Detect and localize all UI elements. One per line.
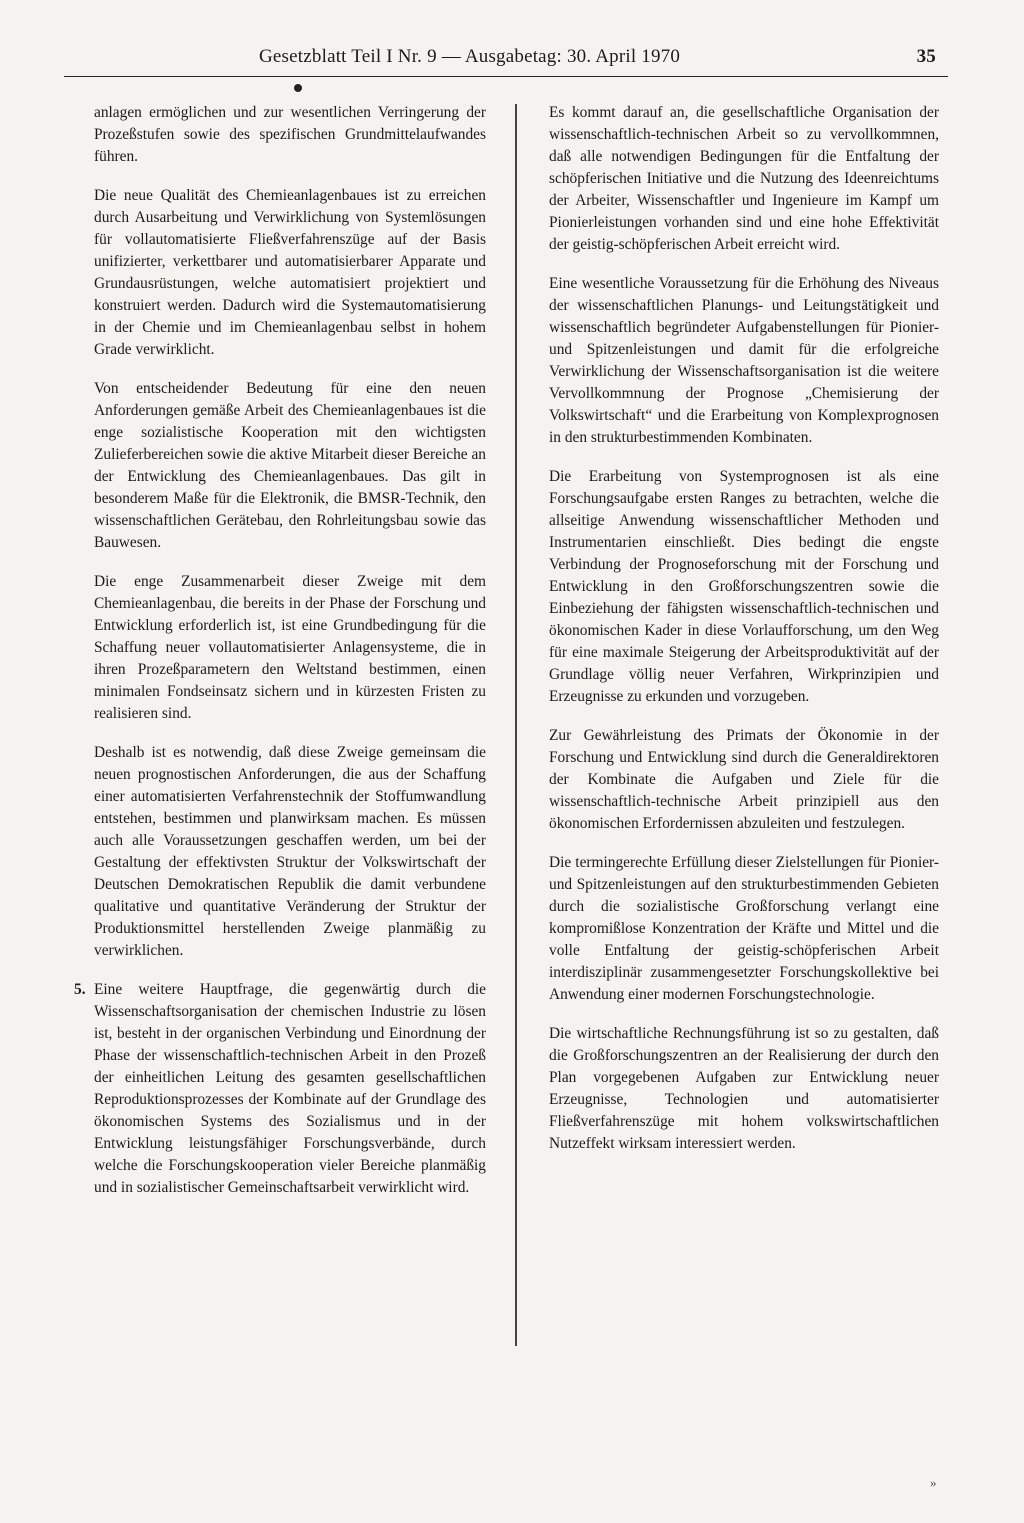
item-number: 5.: [74, 981, 86, 998]
paragraph: Eine wesentliche Voraussetzung für die Erhöhung des Niveaus der wissenschaftlichen Planungs- und Leitungstätigkeit und wissenschaftlich begründeter Aufgabenstellungen für Pionier- und Spitzenleistungen und damit für die erfolgreiche Verwirklichung der Wissenschaftsorganisation ist die weitere Vervollkommnung der Prognose „Chemisierung der Volkswirtschaft“ und die Erarbeitung von Komplexprognosen in den strukturbestimmenden Kombinaten.: [549, 275, 939, 446]
paragraph: Die termingerechte Erfüllung dieser Zielstellungen für Pionier- und Spitzenleistungen auf den strukturbestimmenden Gebieten durch die sozialistische Großforschung verlangt eine kompromißlose Konzentration der Kräfte und Mittel und die volle Entfaltung der geistig-schöpferischen Arbeit interdisziplinär zusammengesetzter Forschungskollektive bei Anwendung einer modernen Forschungstechnologie.: [549, 854, 939, 1003]
paragraph: Die wirtschaftliche Rechnungsführung ist so zu gestalten, daß die Großforschungszentren an der Realisierung der durch den Plan vorgegebenen Aufgaben zur Entwicklung neuer Erzeugnisse, Technologien und automatisierter Fließverfahrenszüge mit hohem volkswirtschaftlichen Nutzeffekt wirksam interessiert werden.: [549, 1025, 939, 1152]
paragraph: Die neue Qualität des Chemieanlagenbaues ist zu erreichen durch Ausarbeitung und Verwirklichung von Systemlösungen für vollautomatisierte Fließverfahrenszüge auf der Basis unifizierter, verkettbarer und automatisierbarer Apparate und Grundausrüstungen, welche automatisiert projektiert und konstruiert werden. Dadurch wird die Systemautomatisierung in der Chemie und im Chemieanlagenbau selbst in hohem Grade verwirklicht.: [94, 187, 486, 358]
paragraph: anlagen ermöglichen und zur wesentlichen Verringerung der Prozeßstufen sowie des spezifischen Grundmittelaufwandes führen.: [94, 104, 486, 165]
page-number: 35: [916, 46, 936, 67]
paragraph: Zur Gewährleistung des Primats der Ökonomie in der Forschung und Entwicklung sind durch die Generaldirektoren der Kombinate die Aufgaben und Ziele für die wissenschaftlich-technische Arbeit prinzipiell aus den ökonomischen Erfordernissen abzuleiten und festzulegen.: [549, 727, 939, 832]
page-header: [64, 46, 948, 77]
paragraph: Es kommt darauf an, die gesellschaftliche Organisation der wissenschaftlich-technischen Arbeit so zu vervollkommnen, daß alle notwendigen Bedingungen für die Entfaltung der schöpferischen Initiative und die Nutzung des Ideenreichtums der Arbeiter, Wissenschaftler und Ingenieure im Kampf um Pionierleistungen vorhanden sind und eine hohe Effektivität der geistig-schöpferischen Arbeit erreicht wird.: [549, 104, 939, 253]
paragraph: Die enge Zusammenarbeit dieser Zweige mit dem Chemieanlagenbau, die bereits in der Phase der Forschung und Entwicklung erforderlich ist, ist eine Grundbedingung für die Schaffung neuer vollautomatisierter Anlagensysteme, die in ihren Prozeßparametern den Weltstand bestimmen, einen minimalen Fondseinsatz sichern und in kürzesten Fristen zu realisieren sind.: [94, 573, 486, 722]
paragraph: Die Erarbeitung von Systemprognosen ist als eine Forschungsaufgabe ersten Ranges zu betrachten, welche die allseitige Anwendung wissenschaftlicher Methoden und Instrumentarien einschließt. Dies bedingt die engste Verbindung der Prognoseforschung mit der Forschung und Entwicklung in den Großforschungszentren sowie die Einbeziehung der fähigsten wissenschaftlich-technischen und ökonomischen Kader in diese Vorlaufforschung, um den Weg für eine maximale Steigerung der Arbeitsproduktivität auf der Grundlage völlig neuer Verfahren, Wirkprinzipien und Erzeugnisse zu erkunden und vorzugeben.: [549, 468, 939, 705]
scan-mark: »: [930, 1475, 937, 1490]
right-column: [549, 102, 939, 1172]
paragraph: Deshalb ist es notwendig, daß diese Zweige gemeinsam die neuen prognostischen Anforderungen, die aus der Schaffung einer automatisierten Verfahrenstechnik der Stoffumwandlung entstehen, bestimmen und planwirksam machen. Es müssen auch alle Voraussetzungen geschaffen werden, um bei der Gestaltung der effektivsten Struktur der Volkswirtschaft der Deutschen Demokratischen Republik die damit verbundene qualitative und quantitative Veränderung der Struktur der Produktionsmittel herstellenden Zweige planmäßig zu verwirklichen.: [94, 744, 486, 959]
column-divider: [515, 104, 517, 1346]
numbered-paragraph: [74, 979, 486, 1199]
print-dot: [294, 84, 302, 92]
header-title: Gesetzblatt Teil I Nr. 9 — Ausgabetag: 30. April 1970: [259, 46, 681, 67]
paragraph: Von entscheidender Bedeutung für eine den neuen Anforderungen gemäße Arbeit des Chemieanlagenbaues ist die enge sozialistische Kooperation mit den wichtigsten Zulieferbereichen sowie die aktive Mitarbeit dieser Bereiche an der Entwicklung des Chemieanlagenbaues. Das gilt in besonderem Maße für die Elektronik, die BMSR-Technik, den wissenschaftlichen Gerätebau, den Rohrleitungsbau sowie das Bauwesen.: [94, 380, 486, 551]
item-text: Eine weitere Hauptfrage, die gegenwärtig durch die Wissenschaftsorganisation der chemischen Industrie zu lösen ist, besteht in der organischen Verbindung und Einordnung der Phase der wissenschaftlich-technischen Arbeit in den Prozeß der einheitlichen Leitung des gesamten gesellschaftlichen Reproduktionsprozesses der Kombinate auf der Grundlage des ökonomischen Systems des Sozialismus und in der Entwicklung leistungsfähiger Forschungsverbände, durch welche die Forschungskooperation vieler Bereiche planmäßig und in sozialistischer Gemeinschaftsarbeit verwirklicht wird.: [94, 981, 486, 1196]
left-column: [74, 102, 486, 1216]
